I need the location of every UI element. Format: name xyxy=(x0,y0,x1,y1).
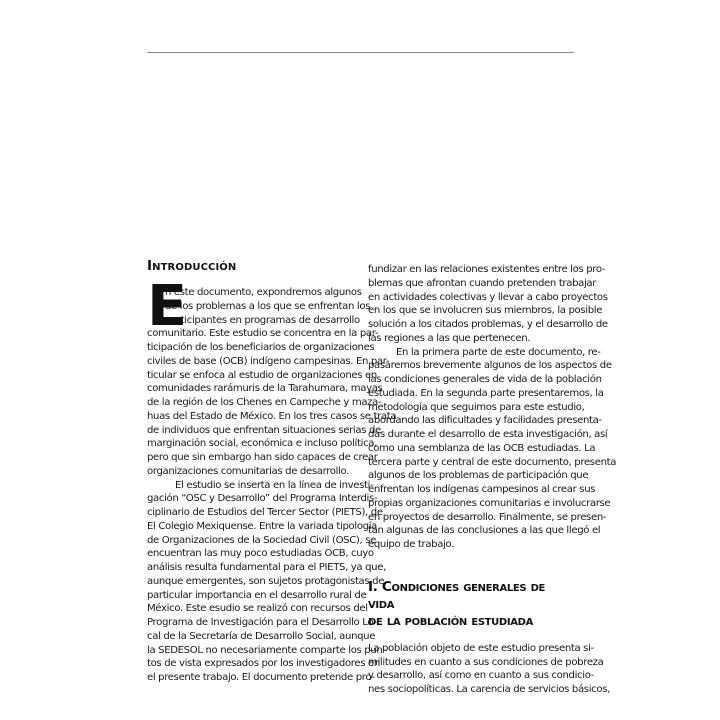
text-line: en proyectos de desarrollo. Finalmente, se presen- xyxy=(368,511,607,523)
text-line: organizaciones comunitarias de desarrollo. xyxy=(147,465,350,477)
text-line: en los que se involucren sus miembros, la posible xyxy=(368,305,603,317)
text-line: solución a los citados problemas, y el desarrollo de xyxy=(368,319,608,330)
text-line: participantes en programas de desarrollo xyxy=(165,314,360,326)
text-line: nes sociopolíticas. La carencia de servicios básicos, xyxy=(368,684,610,695)
text-line: algunos de los problemas de participación que xyxy=(368,470,589,482)
text-line: blemas que afrontan cuando pretenden trabajar xyxy=(368,277,597,289)
text-line: En la primera parte de este documento, re- xyxy=(396,346,601,358)
text-line: abordando las dificultades y facilidades presenta- xyxy=(368,415,602,427)
heading-line: I. Condiciones generales de vida xyxy=(368,578,546,612)
text-line: enfrentan los indígenas campesinos al crear sus xyxy=(368,484,596,495)
text-line: civiles de base (OCB) indígeno campesinas. En par- xyxy=(147,355,390,367)
text-line: el presente trabajo. El documento pretende pro- xyxy=(147,672,375,683)
section-heading-introduccion: Introducción xyxy=(147,258,237,274)
text-line: de individuos que enfrentan situaciones serias de xyxy=(147,424,381,436)
text-line: gación “OSC y Desarrollo” del Programa Interdis- xyxy=(147,493,378,505)
text-line: pero que sin embargo han sido capaces de crear xyxy=(147,452,378,463)
text-line: militudes en cuanto a sus condiciones de pobreza xyxy=(368,656,604,668)
text-line: equipo de trabajo. xyxy=(368,539,455,550)
text-line: marginación social, económica e incluso política, xyxy=(147,438,377,450)
text-line: tan algunas de las conclusiones a las que llegó el xyxy=(368,525,601,537)
text-line: de Organizaciones de la Sociedad Civil (OSC), se xyxy=(147,534,377,546)
text-line: las regiones a las que pertenecen. xyxy=(368,332,531,344)
section-1-paragraph-1 xyxy=(368,642,610,697)
text-line: n este documento, expondremos algunos xyxy=(165,287,362,298)
text-line: encuentran las muy poco estudiadas OCB, cuyo xyxy=(147,548,374,560)
text-line: tos de vista expresados por los investigadores en xyxy=(147,658,380,670)
text-line: Programa de Investigación para el Desarrollo Lo- xyxy=(147,617,377,628)
text-line: ticular se enfoca al estudio de organizaciones en xyxy=(147,369,377,381)
text-line: ticipación de los beneficiarios de organizaciones xyxy=(147,342,375,353)
text-line: propias organizaciones comunitarias e involucrarse xyxy=(368,497,611,509)
text-line: de la región de los Chenes en Campeche y maza- xyxy=(147,397,382,408)
text-line: comunitario. Este estudio se concentra en la par- xyxy=(147,328,379,340)
text-line: comunidades rarámuris de la Tarahumara, mayas xyxy=(147,383,383,395)
left-column xyxy=(147,258,397,685)
text-line: cal de la Secretaría de Desarrollo Social, aunque xyxy=(147,630,376,642)
text-line: tercera parte y central de este documento, presenta xyxy=(368,456,617,468)
text-line: metodología que seguimos para este estudio, xyxy=(368,401,585,413)
text-line: pasaremos brevemente algunos de los aspectos de xyxy=(368,360,612,372)
text-line: análisis resulta fundamental para el PIETS, ya que, xyxy=(147,562,386,573)
heading-line: de la población estudiada xyxy=(368,612,533,629)
intro-paragraph-continued xyxy=(368,263,608,346)
text-line: huas del Estado de México. En los tres casos se trata xyxy=(147,410,397,422)
text-line: ciplinario de Estudios del Tercer Sector (PIETS), de xyxy=(147,507,383,518)
text-line: estudiada. En la segunda parte presentaremos, la xyxy=(368,387,604,399)
text-line: El estudio se inserta en la línea de investi- xyxy=(175,479,374,491)
intro-paragraph-3 xyxy=(368,346,617,552)
header-rule xyxy=(147,52,574,53)
intro-paragraph-1 xyxy=(147,274,397,479)
drop-cap: E xyxy=(147,274,187,339)
text-line: y desarrollo, así como en cuanto a sus condicio- xyxy=(368,670,595,682)
text-line: aunque emergentes, son sujetos protagonistas de xyxy=(147,575,385,587)
right-column xyxy=(368,263,617,697)
text-line: México. Este esudio se realizó con recursos del xyxy=(147,603,368,615)
text-line: las condiciones generales de vida de la población xyxy=(368,374,602,385)
text-line: El Colegio Mexiquense. Entre la variada tipología xyxy=(147,520,377,532)
text-line: en actividades colectivas y llevar a cabo proyectos xyxy=(368,291,608,303)
text-line: como una semblanza de las OCB estudiadas. La xyxy=(368,442,596,454)
text-line: particular importancia en el desarrollo rural de xyxy=(147,589,367,601)
text-line: fundizar en las relaciones existentes entre los pro- xyxy=(368,264,606,275)
intro-paragraph-2 xyxy=(147,479,386,685)
text-line: das durante el desarrollo de esta investigación, así xyxy=(368,429,608,440)
text-line: La población objeto de este estudio presenta si- xyxy=(368,642,594,654)
text-line: de los problemas a los que se enfrentan los xyxy=(165,300,371,312)
text-line: la SEDESOL no necesariamente comparte los pun- xyxy=(147,644,386,656)
section-heading-condiciones xyxy=(368,579,575,630)
